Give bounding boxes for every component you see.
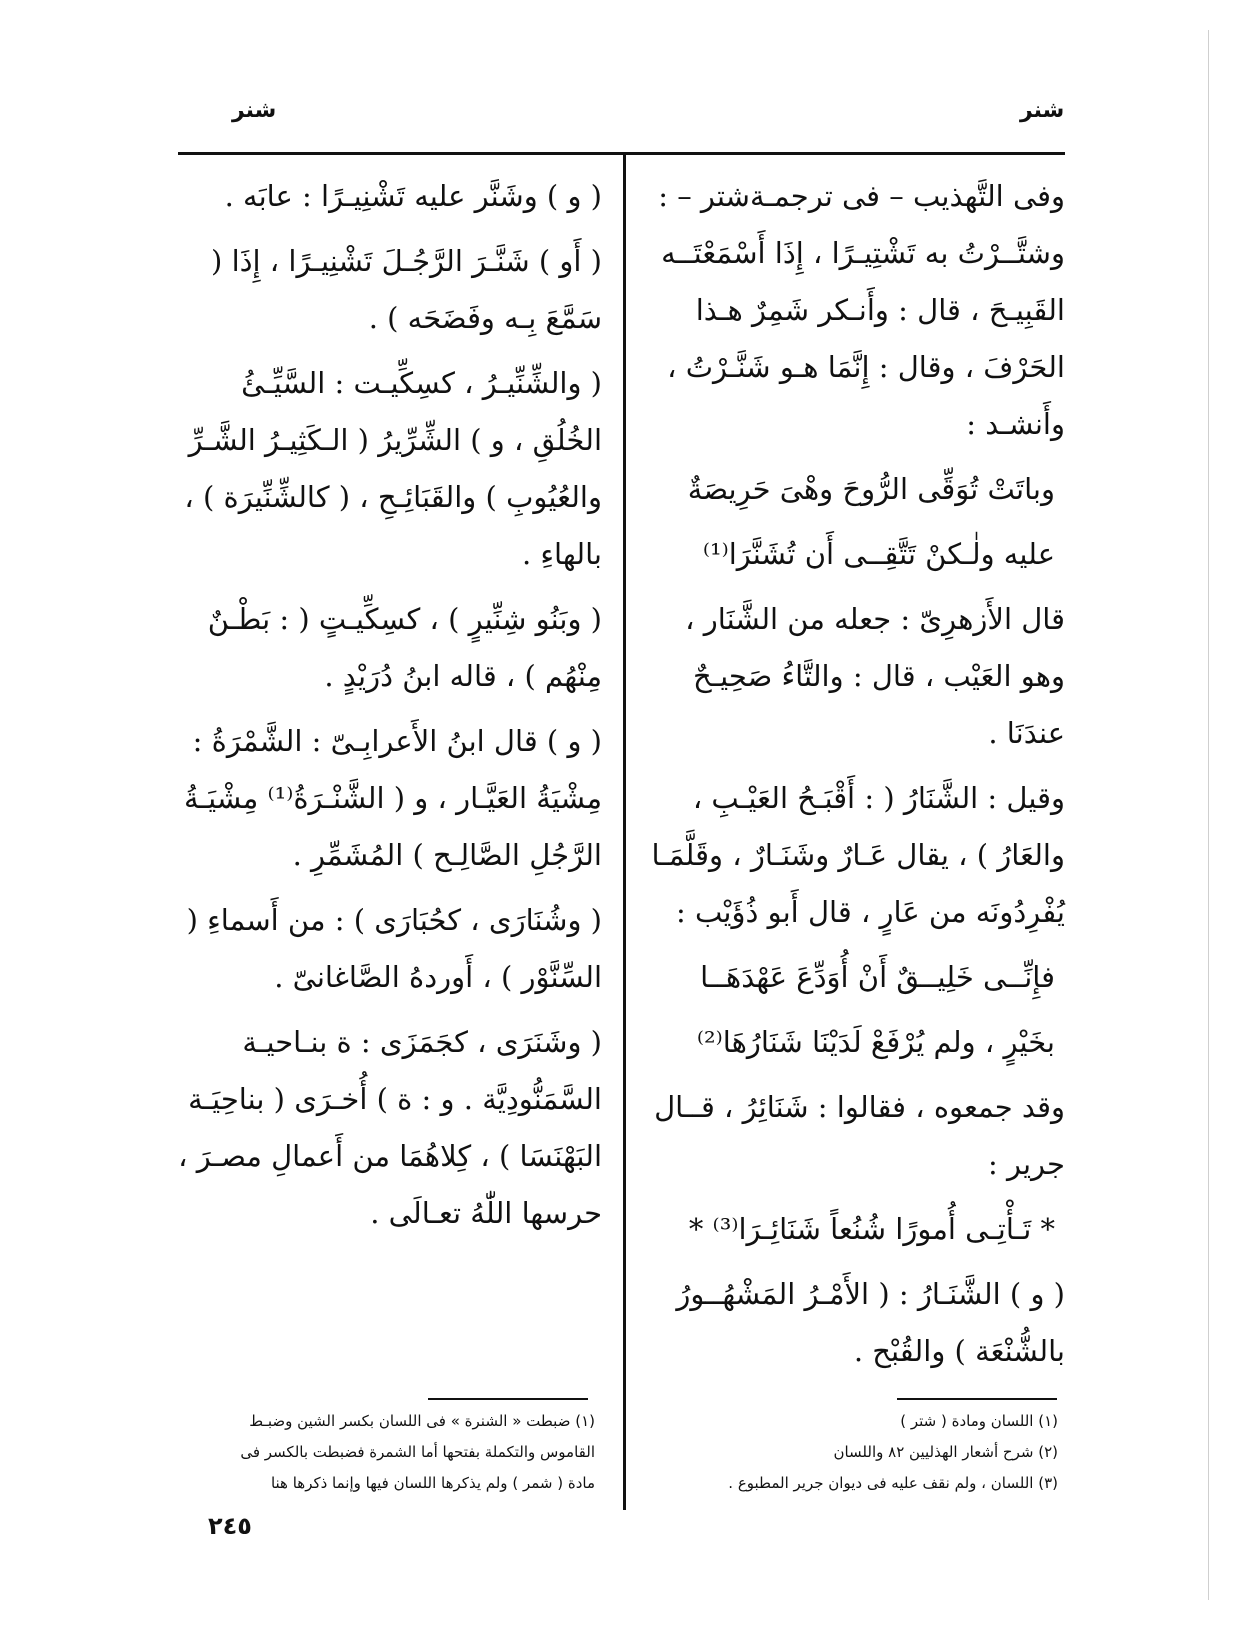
paragraph: ( و ) الشَّنَـارُ : ( الأَمْـرُ المَشْهُــورُ بالشُّنْعَة ) والقُبْح . (676, 1277, 1065, 1368)
scan-edge-line (1208, 30, 1209, 1600)
header-word-left: شنر (232, 98, 277, 123)
header-word-right: شنر (1020, 98, 1065, 123)
footnote: (١) ضبطت « الشنرة » فى اللسان بكسر الشين وضبـط (249, 1412, 595, 1430)
footnotes-right (660, 1406, 1058, 1499)
paragraph: ( و ) وشَنَّر عليه تَشْنِيـرًا : عابَه . (224, 179, 602, 213)
paragraph: ( أَو ) شَنَّـرَ الرَّجُـلَ تَشْنِيـرًا ، إِذَا ( سَمَّعَ بِـه وفَضَحَه ) . (211, 244, 602, 335)
verse-line: عليه ولٰـكنْ تَتَّقِــى أَن تُشَنَّرَا⁽¹⁾ (702, 537, 1055, 571)
paragraph: وقد جمعوه ، فقالوا : شَنَائِرُ ، قــال جرير : (654, 1090, 1065, 1181)
paragraph: ( وشُنَارَى ، كحُبَارَى ) : من أَسماءِ ( السِّنَّوْر ) ، أَوردهُ الصَّاغانىّ . (186, 903, 602, 994)
column-divider (623, 155, 626, 1510)
footnote: القاموس والتكملة بفتحها أما الشمرة فضبطت بالكسر فى (240, 1443, 595, 1461)
footnote: (٢) شرح أشعار الهذليين ٨٢ واللسان (833, 1443, 1058, 1461)
footnote: (١) اللسان ومادة ( شتر ) (900, 1412, 1058, 1430)
left-column (170, 168, 602, 1250)
paragraph: ( والشِّنِّيـرُ ، كسِكِّيـت : السَّيِّـئُ الخُلُقِ ، و ) الشِّرِّيرُ ( الـكَثِيـرُ الشَّـرِّ والعُيُوبِ ) والقَبَائِـحِ ، ( كالشِّنِّيرَة ) ، بالهاءِ . (184, 366, 602, 571)
footnote-rule-left (428, 1398, 588, 1400)
paragraph: ( و ) قال ابنُ الأَعرابِـىّ : الشَّمْرَةُ : مِشْيَةُ العَيَّـار ، و ( الشَّنْـرَةُ⁽¹⁾ مِشْيَـةُ الرَّجُلِ الصَّالِـح ) المُشَمِّرِ . (184, 724, 602, 872)
paragraph: ( وبَنُو شِنِّيرٍ ) ، كسِكِّيـتٍ ( : بَطْـنٌ مِنْهُم ) ، قاله ابنُ دُرَيْدٍ . (207, 602, 602, 693)
verse-line: بخَيْرٍ ، ولم يُرْفَعْ لَدَيْنَا شَنَارُهَا⁽²⁾ (696, 1025, 1055, 1059)
verse-line: * تَـأْتِـى أُمورًا شُنُعاً شَنَائِـرَا⁽³⁾ * (688, 1212, 1055, 1246)
page-number: ٢٤٥ (208, 1512, 252, 1540)
right-column (645, 168, 1065, 1388)
paragraph: وقيل : الشَّنَارُ ( : أَقْبَـحُ العَيْـبِ ، والعَارُ ) ، يقال عَـارٌ وشَنَـارٌ ، وقَلَّمَـا يُفْرِدُونَه من عَارٍ ، قال أَبو ذُؤَيْب : (651, 781, 1065, 929)
verse-line: وباتَتْ تُوَقِّى الرُّوحَ وهْىَ حَرِيصَةٌ (687, 472, 1055, 506)
footnotes-left (170, 1406, 595, 1499)
paragraph: قال الأَزهرِىّ : جعله من الشَّنَار ، وهو العَيْب ، قال : والتَّاءُ صَحِيـحٌ عندَنَا . (685, 602, 1065, 750)
paragraph: وفى التَّهذيب – فى ترجمـةشتر – : وشتَّــرْتُ به تَشْتِيـرًا ، إِذَا أَسْمَعْتَــه القَبِيـحَ ، قال : وأَنـكر شَمِرٌ هـذا الحَرْفَ ، وقال : إِنَّمَا هـو شَنَّـرْتُ ، وأَنشـد : (658, 179, 1065, 441)
footnote: مادة ( شمر ) ولم يذكرها اللسان فيها وإنما ذكرها هنا (270, 1474, 595, 1492)
footnote-rule-right (897, 1398, 1057, 1400)
footnote: (٣) اللسان ، ولم نقف عليه فى ديوان جرير المطبوع . (728, 1474, 1058, 1492)
header-rule (178, 152, 1065, 155)
paragraph: ( وشَنَرَى ، كجَمَزَى : ة بنـاحيـة السَّمَنُّودِيَّة . و : ة ) أُخـرَى ( بناحِيَـة البَهْنَسَا ) ، كِلاهُمَا من أَعمالِ مصـرَ ، حرسها اللّٰهُ تعـالَى . (178, 1025, 602, 1230)
verse-line: فإِنِّــى خَلِيــقٌ أَنْ أُوَدِّعَ عَهْدَهَــا (700, 960, 1055, 994)
